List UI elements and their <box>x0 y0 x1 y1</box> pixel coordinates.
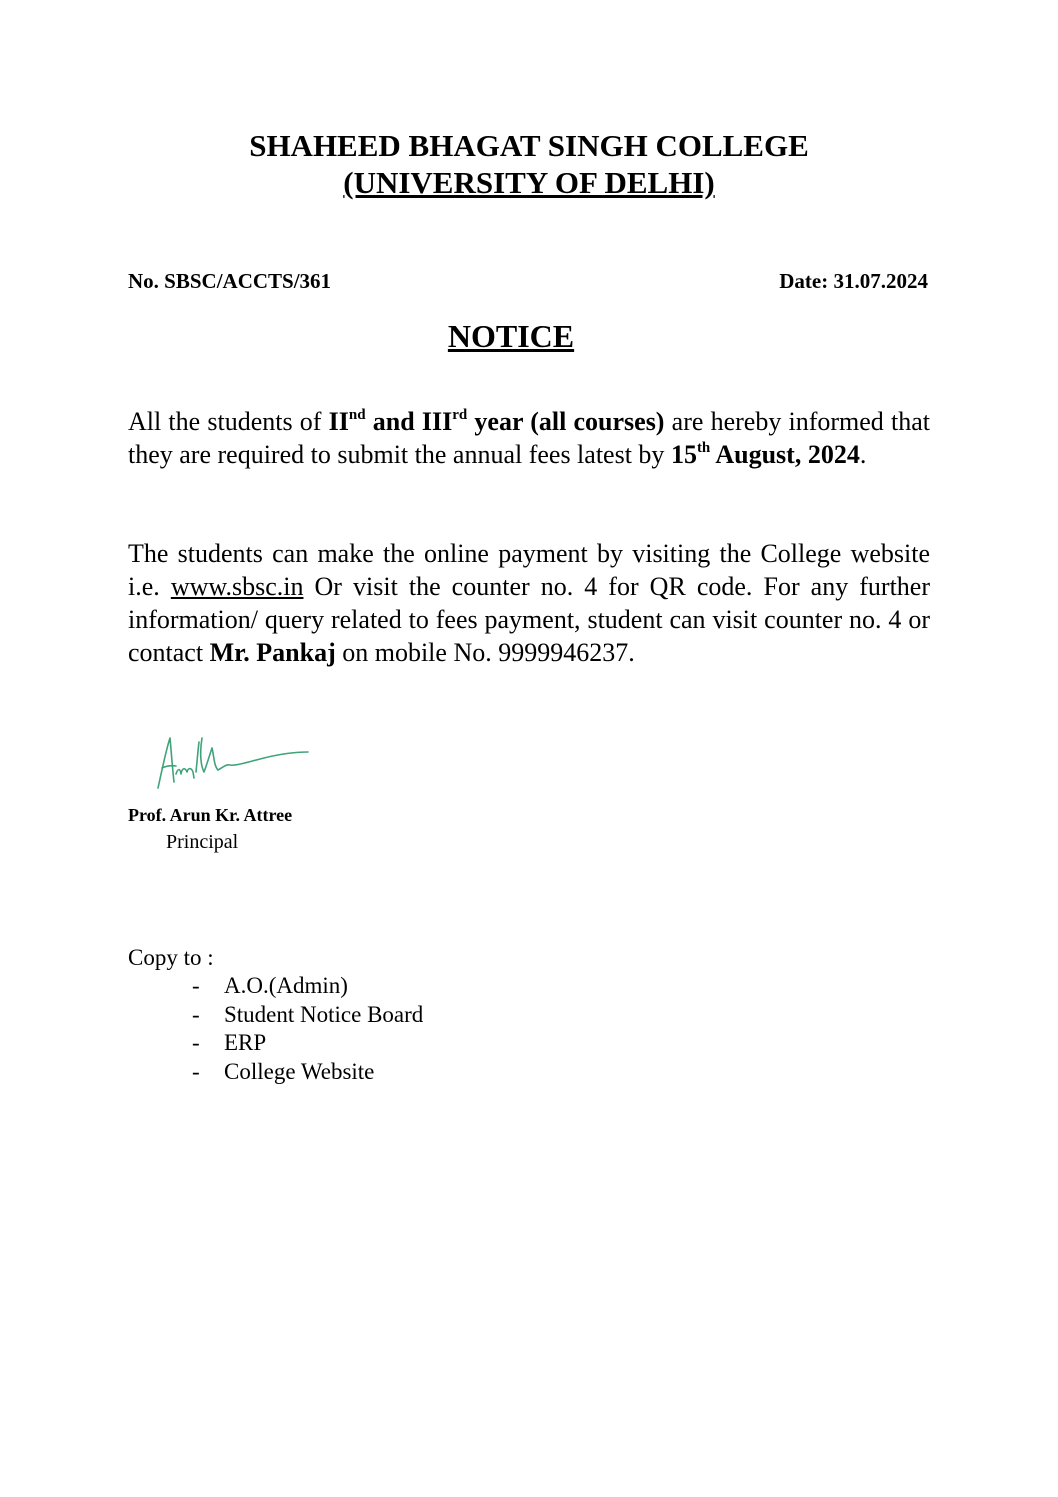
courses-label: year (all courses) <box>467 407 665 436</box>
list-item <box>192 972 423 1001</box>
p2-text-1: The students can make the online payment by visiting the College website i.e. <box>128 539 930 601</box>
p2-text-2: Or visit the counter no. 4 for QR code. For any further information/ query related to fees payment, student can visit counter no. 4 or contact <box>128 572 930 667</box>
reference-number: No. SBSC/ACCTS/361 <box>128 269 332 293</box>
signatory-name: Prof. Arun Kr. Attree <box>128 805 293 825</box>
p1-end: . <box>859 440 867 469</box>
p1-text-1: All the students of <box>128 407 329 436</box>
deadline-month-year: August, 2024 <box>710 440 860 469</box>
notice-paragraph-1 <box>128 405 930 471</box>
list-item <box>192 1001 423 1030</box>
website-link[interactable]: www.sbsc.in <box>170 572 304 601</box>
copy-recipient: Student Notice Board <box>224 1001 424 1027</box>
list-item <box>192 1029 423 1058</box>
year-emphasis <box>329 407 665 436</box>
notice-paragraph-2 <box>128 537 930 669</box>
p2-text-3: on mobile No. 9999946237. <box>335 638 635 667</box>
college-name: SHAHEED BHAGAT SINGH COLLEGE <box>249 128 809 163</box>
and-year3-label: and III <box>365 407 453 436</box>
copy-to-list <box>192 972 423 1086</box>
list-dash: - <box>192 1030 200 1055</box>
deadline <box>671 440 860 469</box>
list-dash: - <box>192 1001 200 1027</box>
p1-text-2: are hereby informed that they are required to submit the annual fees latest by <box>128 407 930 469</box>
list-dash: - <box>192 1058 200 1084</box>
year2-suffix: nd <box>348 407 366 423</box>
reference-row <box>128 268 928 294</box>
copy-recipient: A.O.(Admin) <box>224 973 348 998</box>
copy-to-label: Copy to : <box>128 945 214 970</box>
university-name: (UNIVERSITY OF DELHI) <box>343 165 715 200</box>
copy-recipient: College Website <box>224 1058 375 1084</box>
year3-suffix: rd <box>452 407 468 423</box>
list-item <box>192 1058 423 1087</box>
notice-date: Date: 31.07.2024 <box>779 269 928 293</box>
list-dash: - <box>192 973 200 998</box>
deadline-day: 15 <box>670 440 697 469</box>
copy-recipient: ERP <box>224 1030 267 1055</box>
notice-title: NOTICE <box>447 318 575 354</box>
signatory-title: Principal <box>166 831 239 853</box>
year2-label: II <box>328 407 349 436</box>
deadline-suffix: th <box>696 440 711 456</box>
principal-signature <box>152 730 322 800</box>
contact-name: Mr. Pankaj <box>209 638 336 667</box>
